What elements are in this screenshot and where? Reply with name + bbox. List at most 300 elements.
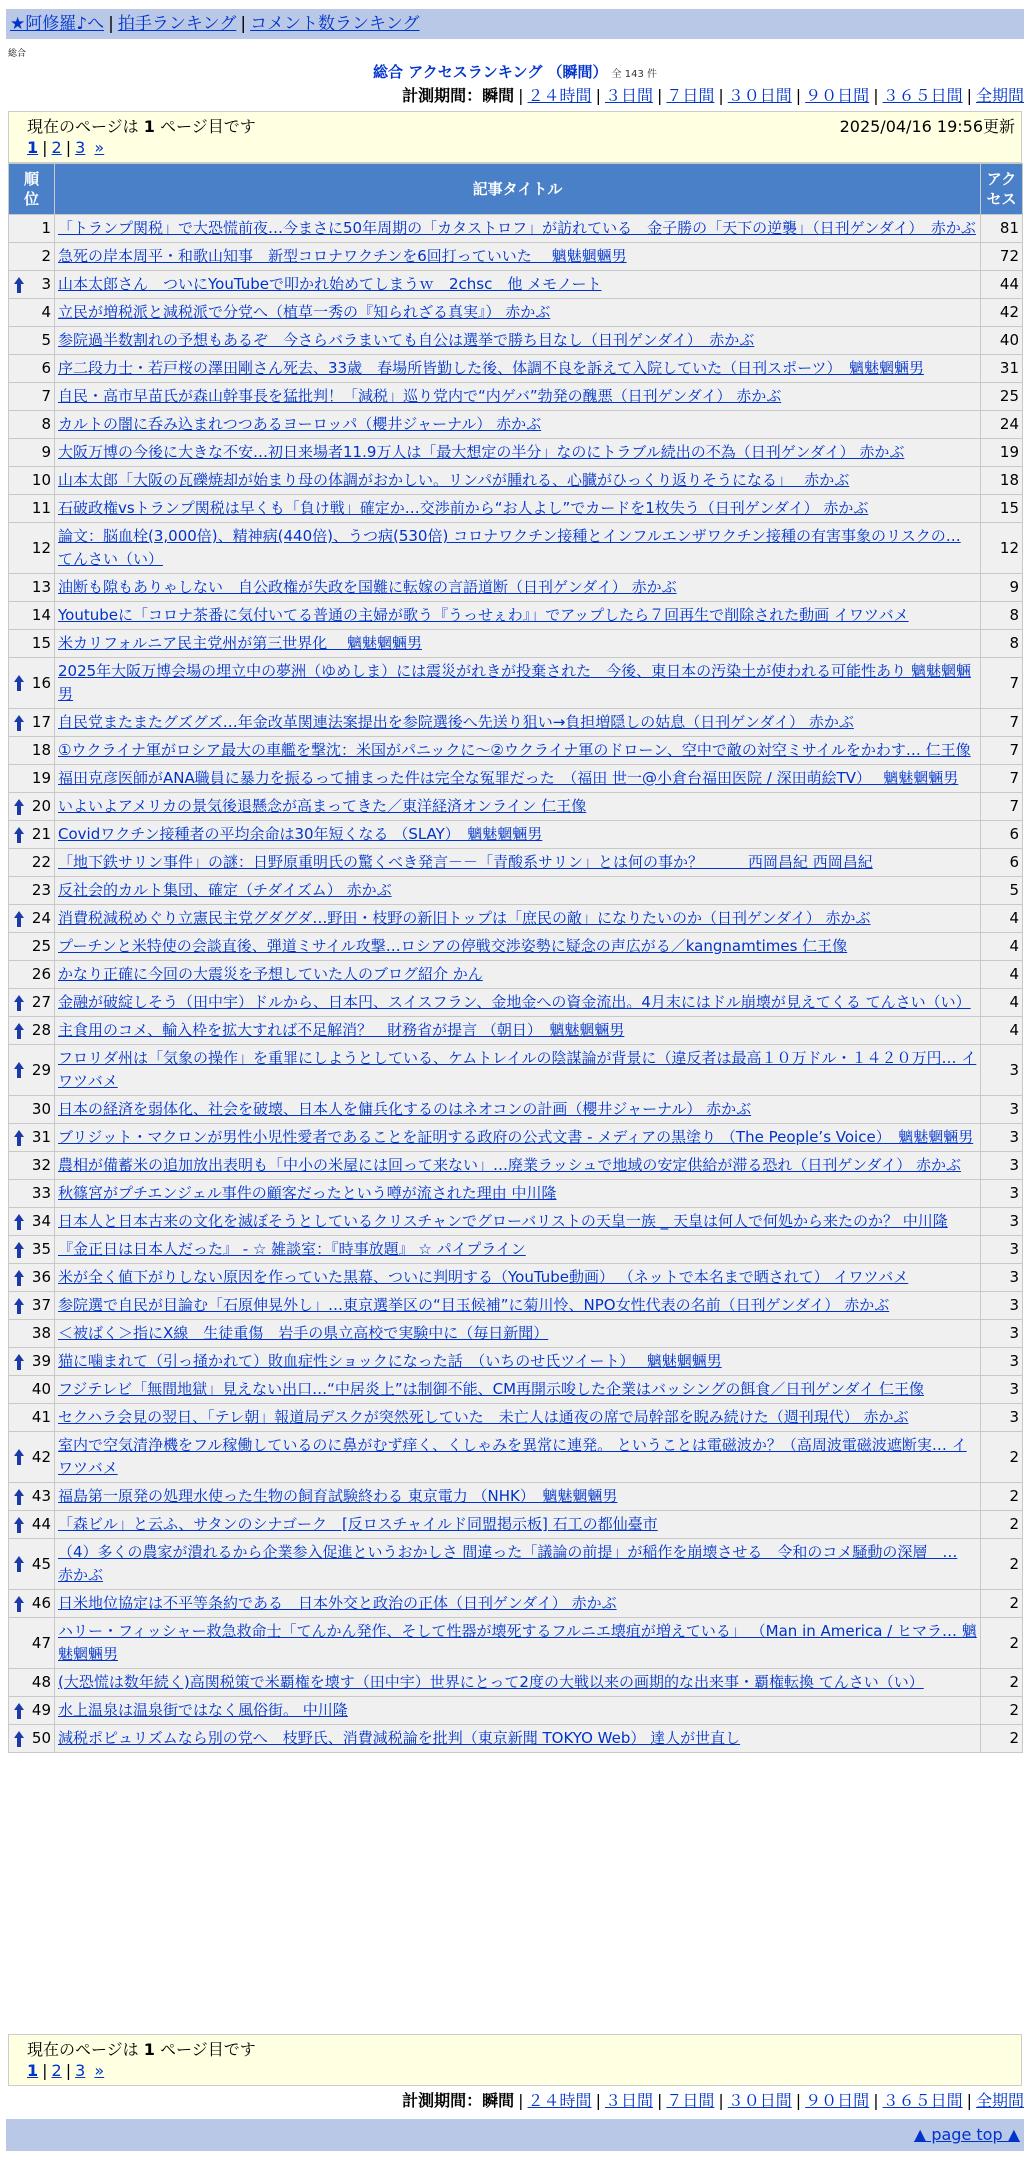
title-cell bbox=[55, 989, 981, 1017]
table-row bbox=[9, 821, 1023, 849]
rank-cell bbox=[9, 1483, 55, 1511]
article-title-link[interactable]: 論文：脳血栓(3,000倍)、精神病(440倍)、うつ病(530倍) コロナワクチン接種とインフルエンザワクチン接種の有害事象のリスクの… てんさい（い） bbox=[58, 527, 961, 568]
access-count: 3 bbox=[981, 1045, 1023, 1096]
access-count: 2 bbox=[981, 1511, 1023, 1539]
rank-cell bbox=[9, 849, 55, 877]
rank-number: 30 bbox=[31, 1100, 51, 1118]
access-count: 4 bbox=[981, 989, 1023, 1017]
article-title-link[interactable]: ＜被ばく＞指にX線 生徒重傷 岩手の県立高校で実験中に（毎日新聞） bbox=[58, 1324, 549, 1342]
rank-cell bbox=[9, 1590, 55, 1618]
title-cell bbox=[55, 765, 981, 793]
title-cell bbox=[55, 1404, 981, 1432]
rank-number: 20 bbox=[31, 797, 51, 815]
access-header: アクセス bbox=[981, 164, 1023, 215]
article-title-link[interactable]: プーチンと米特使の会談直後、弾道ミサイル攻撃…ロシアの停戦交渉姿勢に疑念の声広がる／kangnamtimes 仁王像 bbox=[58, 937, 848, 955]
access-count: 2 bbox=[981, 1669, 1023, 1697]
rank-number: 5 bbox=[41, 331, 51, 349]
page-1-link[interactable]: 1 bbox=[27, 138, 39, 157]
article-title-link[interactable]: 「地下鉄サリン事件」の謎：日野原重明氏の驚くべき発言－－「青酸系サリン」とは何の事か？ 西岡昌紀 西岡昌紀 bbox=[58, 853, 873, 871]
article-title-link[interactable]: フジテレビ「無間地獄」見えない出口…“中居炎上”は制御不能、CM再開示唆した企業はバッシングの餌食／日刊ゲンダイ 仁王像 bbox=[58, 1380, 924, 1398]
table-row bbox=[9, 1669, 1023, 1697]
rank-number: 33 bbox=[31, 1184, 51, 1202]
rank-up-arrow-icon bbox=[13, 826, 25, 844]
bottom-bar bbox=[6, 2119, 1024, 2151]
article-title-link[interactable]: 日本人と日本古来の文化を滅ぼそうとしているクリスチャンでグローバリストの天皇一族 _ 天皇は何人で何処から来たのか？ 中川隆 bbox=[58, 1212, 948, 1230]
rank-cell bbox=[9, 1725, 55, 1753]
title-cell bbox=[55, 411, 981, 439]
period-label: 計測期間： bbox=[402, 86, 483, 105]
rank-cell bbox=[9, 1152, 55, 1180]
period-option-link[interactable]: ３日間 bbox=[604, 2091, 653, 2110]
period-option-link[interactable]: ７日間 bbox=[666, 2091, 715, 2110]
rank-cell bbox=[9, 1432, 55, 1483]
table-row bbox=[9, 1180, 1023, 1208]
rank-number: 43 bbox=[31, 1487, 51, 1505]
title-cell bbox=[55, 709, 981, 737]
rank-cell bbox=[9, 574, 55, 602]
access-count: 2 bbox=[981, 1539, 1023, 1590]
rank-cell bbox=[9, 439, 55, 467]
pager-bottom: 1 | 2 | 3 » bbox=[27, 2061, 105, 2080]
rank-cell bbox=[9, 299, 55, 327]
rank-cell bbox=[9, 961, 55, 989]
rank-cell bbox=[9, 989, 55, 1017]
access-count: 24 bbox=[981, 411, 1023, 439]
rank-cell bbox=[9, 243, 55, 271]
rank-number: 16 bbox=[31, 673, 51, 692]
current-page-text: 現在のページは 1 ページ目です bbox=[27, 117, 256, 136]
rank-number: 24 bbox=[31, 909, 51, 927]
rank-cell bbox=[9, 383, 55, 411]
access-count: 3 bbox=[981, 1152, 1023, 1180]
rank-number: 32 bbox=[31, 1156, 51, 1174]
table-row bbox=[9, 1432, 1023, 1483]
article-title-link[interactable]: 金融が破綻しそう（田中宇）ドルから、日本円、スイスフラン、金地金への資金流出。4月末にはドル崩壊が見えてくる てんさい（い） bbox=[58, 993, 971, 1011]
article-title-link[interactable]: 水上温泉は温泉街ではなく風俗街。 中川隆 bbox=[58, 1701, 348, 1719]
access-count: 2 bbox=[981, 1590, 1023, 1618]
article-title-link[interactable]: 米が全く値下がりしない原因を作っていた黒幕、ついに判明する（YouTube動画） （ネットで本名まで晒されて） イワツバメ bbox=[58, 1268, 909, 1286]
access-count: 44 bbox=[981, 271, 1023, 299]
title-cell bbox=[55, 1511, 981, 1539]
page-2-link[interactable]: 2 bbox=[51, 138, 62, 157]
article-title-link[interactable]: 「トランプ関税」で大恐慌前夜…今まさに50年周期の「カタストロフ」が訪れている 金子勝の「天下の逆襲」（日刊ゲンダイ） 赤かぶ bbox=[58, 219, 976, 237]
table-row bbox=[9, 1511, 1023, 1539]
period-label: 計測期間： bbox=[402, 2091, 483, 2110]
rank-up-arrow-icon bbox=[13, 714, 25, 732]
rank-number: 21 bbox=[31, 825, 51, 843]
article-title-link[interactable]: 減税ポピュリズムなら別の党へ 枝野氏、消費減税論を批判（東京新聞 TOKYO Web） 達人が世直し bbox=[58, 1729, 741, 1747]
rank-up-arrow-icon bbox=[13, 1297, 25, 1315]
title-cell bbox=[55, 523, 981, 574]
article-title-link[interactable]: 日米地位協定は不平等条約である 日本外交と政治の正体（日刊ゲンダイ） 赤かぶ bbox=[58, 1594, 617, 1612]
article-title-link[interactable]: 室内で空気清浄機をフル稼働しているのに鼻がむず痒く、くしゃみを異常に連発。 ということは電磁波か？（高周波電磁波遮断実… イワツバメ bbox=[58, 1436, 967, 1477]
title-cell bbox=[55, 821, 981, 849]
table-row bbox=[9, 1236, 1023, 1264]
table-row bbox=[9, 765, 1023, 793]
access-count: 4 bbox=[981, 1017, 1023, 1045]
rank-cell bbox=[9, 1669, 55, 1697]
period-option-link[interactable]: ２４時間 bbox=[527, 2091, 592, 2110]
rank-number: 3 bbox=[41, 275, 51, 293]
article-title-link[interactable]: 2025年大阪万博会場の埋立中の夢洲（ゆめしま）には震災がれきが投棄された 今後、東日本の汚染土が使われる可能性あり 魑魅魍魎男 bbox=[58, 662, 971, 703]
category-label: 総合 bbox=[8, 49, 27, 59]
rank-cell bbox=[9, 1208, 55, 1236]
access-count: 5 bbox=[981, 877, 1023, 905]
period-current: 瞬間 bbox=[482, 2091, 515, 2110]
rank-cell bbox=[9, 1618, 55, 1669]
rank-cell bbox=[9, 215, 55, 243]
rank-number: 36 bbox=[31, 1268, 51, 1286]
article-title-link[interactable]: 消費税減税めぐり立憲民主党グダグダ…野田・枝野の新旧トップは「庶民の敵」になりたいのか（日刊ゲンダイ） 赤かぶ bbox=[58, 909, 871, 927]
article-title-link[interactable]: 山本太郎「大阪の瓦礫焼却が始まり母の体調がおかしい。リンパが腫れる、心臓がひっくり返りそうになる」 赤かぶ bbox=[58, 471, 850, 489]
rank-up-arrow-icon bbox=[13, 1555, 25, 1573]
table-row bbox=[9, 411, 1023, 439]
article-title-link[interactable]: 主食用のコメ、輸入枠を拡大すれば不足解消？ 財務省が提言 （朝日） 魑魅魍魎男 bbox=[58, 1021, 625, 1039]
rank-up-arrow-icon bbox=[13, 1488, 25, 1506]
article-title-link[interactable]: 農相が備蓄米の追加放出表明も「中小の米屋には回って来ない」…廃業ラッシュで地域の安定供給が滞る恐れ（日刊ゲンダイ） 赤かぶ bbox=[58, 1156, 961, 1174]
access-count: 2 bbox=[981, 1483, 1023, 1511]
rank-cell bbox=[9, 905, 55, 933]
rank-cell bbox=[9, 933, 55, 961]
access-count: 72 bbox=[981, 243, 1023, 271]
page-top-link[interactable]: ▲ page top ▲ bbox=[913, 2125, 1020, 2144]
title-cell bbox=[55, 1725, 981, 1753]
table-row bbox=[9, 1590, 1023, 1618]
title-cell bbox=[55, 1180, 981, 1208]
rank-number: 10 bbox=[31, 471, 51, 489]
rank-cell bbox=[9, 1697, 55, 1725]
rank-number: 49 bbox=[31, 1701, 51, 1719]
access-count: 7 bbox=[981, 765, 1023, 793]
article-title-link[interactable]: 参院選で自民が目論む「石原伸晃外し」…東京選挙区の“目玉候補”に菊川怜、NPO女性代表の名前（日刊ゲンダイ） 赤かぶ bbox=[58, 1296, 890, 1314]
page-2-link[interactable]: 2 bbox=[51, 2061, 62, 2080]
home-link[interactable]: ★阿修羅♪へ bbox=[10, 14, 105, 34]
rank-header: 順位 bbox=[9, 164, 55, 215]
rank-cell bbox=[9, 1180, 55, 1208]
rank-cell bbox=[9, 1017, 55, 1045]
table-row bbox=[9, 933, 1023, 961]
access-count: 7 bbox=[981, 658, 1023, 709]
table-row bbox=[9, 467, 1023, 495]
page-1-link[interactable]: 1 bbox=[27, 2061, 39, 2080]
article-title-link[interactable]: Youtubeに「コロナ茶番に気付いてる普通の主婦が歌う『うっせぇわ』」でアップしたら７回再生で削除された動画 イワツバメ bbox=[58, 606, 909, 624]
title-cell bbox=[55, 467, 981, 495]
rank-up-arrow-icon bbox=[13, 276, 25, 294]
table-row bbox=[9, 1348, 1023, 1376]
period-option-link[interactable]: ３６５日間 bbox=[882, 86, 963, 105]
comment-ranking-link[interactable]: コメント数ランキング bbox=[250, 14, 420, 34]
rank-number: 47 bbox=[31, 1633, 51, 1652]
article-title-link[interactable]: Covidワクチン接種者の平均余命は30年短くなる （SLAY） 魑魅魍魎男 bbox=[58, 825, 543, 843]
table-row bbox=[9, 1264, 1023, 1292]
access-count: 4 bbox=[981, 961, 1023, 989]
rank-number: 29 bbox=[31, 1060, 51, 1079]
article-title-link[interactable]: セクハラ会見の翌日、「テレ朝」報道局デスクが突然死していた 未亡人は通夜の席で局幹部を睨み続けた（週刊現代） 赤かぶ bbox=[58, 1408, 909, 1426]
access-count: 42 bbox=[981, 299, 1023, 327]
table-row bbox=[9, 439, 1023, 467]
article-title-link[interactable]: 自民党またまたグズグズ…年金改革関連法案提出を参院選後へ先送り狙い→負担増隠しの姑息（日刊ゲンダイ） 赤かぶ bbox=[58, 713, 854, 731]
rank-up-arrow-icon bbox=[13, 798, 25, 816]
rank-cell bbox=[9, 271, 55, 299]
rank-up-arrow-icon bbox=[13, 674, 25, 692]
title-cell bbox=[55, 793, 981, 821]
table-row bbox=[9, 1320, 1023, 1348]
access-count: 4 bbox=[981, 933, 1023, 961]
table-row bbox=[9, 1017, 1023, 1045]
access-count: 40 bbox=[981, 327, 1023, 355]
table-row bbox=[9, 215, 1023, 243]
rank-cell bbox=[9, 877, 55, 905]
period-option-link[interactable]: ３０日間 bbox=[727, 86, 792, 105]
table-row bbox=[9, 1404, 1023, 1432]
rank-number: 38 bbox=[31, 1324, 51, 1342]
article-title-link[interactable]: カルトの闇に呑み込まれつつあるヨーロッパ（櫻井ジャーナル） 赤かぶ bbox=[58, 415, 542, 433]
article-title-link[interactable]: 反社会的カルト集団、確定（チダイズム） 赤かぶ bbox=[58, 881, 392, 899]
rank-cell bbox=[9, 765, 55, 793]
access-count: 12 bbox=[981, 523, 1023, 574]
article-title-link[interactable]: かなり正確に今回の大震災を予想していた人のブログ紹介 かん bbox=[58, 965, 483, 983]
rank-number: 41 bbox=[31, 1408, 51, 1426]
period-option-link[interactable]: ３０日間 bbox=[727, 2091, 792, 2110]
article-title-link[interactable]: 油断も隙もありゃしない 自公政権が失政を国難に転嫁の言語道断（日刊ゲンダイ） 赤かぶ bbox=[58, 578, 677, 596]
rank-number: 23 bbox=[31, 881, 51, 899]
table-row bbox=[9, 709, 1023, 737]
rank-cell bbox=[9, 327, 55, 355]
title-cell bbox=[55, 961, 981, 989]
article-title-link[interactable]: 『金正日は日本人だった』 - ☆ 雑談室：『時事放題』 ☆ パイプライン bbox=[58, 1240, 526, 1258]
title-header: 記事タイトル bbox=[55, 164, 981, 215]
title-cell bbox=[55, 1348, 981, 1376]
current-page-text-bottom: 現在のページは 1 ページ目です bbox=[27, 2040, 256, 2059]
article-title-link[interactable]: （4）多くの農家が潰れるから企業参入促進というおかしさ 間違った「議論の前提」が稲作を崩壊させる 令和のコメ騒動の深層 … 赤かぶ bbox=[58, 1543, 958, 1584]
title-cell bbox=[55, 737, 981, 765]
rank-cell bbox=[9, 630, 55, 658]
access-count: 81 bbox=[981, 215, 1023, 243]
table-row bbox=[9, 1096, 1023, 1124]
access-count: 3 bbox=[981, 1264, 1023, 1292]
next-page-link[interactable]: » bbox=[94, 138, 105, 157]
title-cell bbox=[55, 1045, 981, 1096]
article-title-link[interactable]: ハリー・フィッシャー救急救命士「てんかん発作、そして性器が壊死するフルニエ壊疽が増えている」 （Man in America / ヒマラ… 魑魅魍魎男 bbox=[58, 1622, 977, 1663]
rank-cell bbox=[9, 1124, 55, 1152]
rank-number: 4 bbox=[41, 303, 51, 321]
title-cell bbox=[55, 849, 981, 877]
page-info-bottom bbox=[8, 2034, 1022, 2086]
table-row bbox=[9, 1725, 1023, 1753]
rank-number: 14 bbox=[31, 606, 51, 624]
ranking-title: 総合 アクセスランキング （瞬間） bbox=[373, 63, 608, 81]
title-cell bbox=[55, 1096, 981, 1124]
access-count: 3 bbox=[981, 1292, 1023, 1320]
rank-number: 18 bbox=[31, 741, 51, 759]
rank-cell bbox=[9, 495, 55, 523]
rank-number: 7 bbox=[41, 387, 51, 405]
period-option-link[interactable]: ３６５日間 bbox=[882, 2091, 963, 2110]
title-cell bbox=[55, 271, 981, 299]
rank-cell bbox=[9, 523, 55, 574]
rank-number: 28 bbox=[31, 1021, 51, 1039]
rank-cell bbox=[9, 793, 55, 821]
article-title-link[interactable]: 福島第一原発の処理水使った生物の飼育試験終わる 東京電力 （NHK） 魑魅魍魎男 bbox=[58, 1487, 618, 1505]
rank-cell bbox=[9, 709, 55, 737]
access-count: 7 bbox=[981, 737, 1023, 765]
article-title-link[interactable]: 立民が増税派と減税派で分党へ（植草一秀の『知られざる真実』） 赤かぶ bbox=[58, 303, 551, 321]
rank-number: 46 bbox=[31, 1594, 51, 1612]
period-option-link[interactable]: 全期間 bbox=[975, 2091, 1024, 2110]
rank-number: 12 bbox=[31, 538, 51, 557]
access-count: 31 bbox=[981, 355, 1023, 383]
table-row bbox=[9, 574, 1023, 602]
period-option-link[interactable]: 全期間 bbox=[975, 86, 1024, 105]
page-3-link[interactable]: 3 bbox=[75, 138, 86, 157]
period-selector-bottom: 計測期間：瞬間 | ２４時間 | ３日間 | ７日間 | ３０日間 | ９０日間 | ３６５日間 | 全期間 bbox=[402, 2091, 1024, 2110]
rank-cell bbox=[9, 1292, 55, 1320]
next-page-link[interactable]: » bbox=[94, 2061, 105, 2080]
rank-number: 34 bbox=[31, 1212, 51, 1230]
access-count: 3 bbox=[981, 1124, 1023, 1152]
rank-up-arrow-icon bbox=[13, 1702, 25, 1720]
article-title-link[interactable]: (大恐慌は数年続く)高関税策で米覇権を壊す（田中宇）世界にとって2度の大戦以来の画期的な出来事・覇権転換 てんさい（い） bbox=[58, 1673, 924, 1691]
rank-cell bbox=[9, 467, 55, 495]
rank-number: 8 bbox=[41, 415, 51, 433]
access-count: 8 bbox=[981, 630, 1023, 658]
period-option-link[interactable]: ７日間 bbox=[666, 86, 715, 105]
period-option-link[interactable]: ９０日間 bbox=[805, 2091, 870, 2110]
access-count: 3 bbox=[981, 1096, 1023, 1124]
table-row bbox=[9, 271, 1023, 299]
access-count: 3 bbox=[981, 1404, 1023, 1432]
article-title-link[interactable]: フロリダ州は「気象の操作」を重罪にしようとしている、ケムトレイルの陰謀論が背景に（違反者は最高１０万ドル・１４２０万円… イワツバメ bbox=[58, 1049, 977, 1090]
article-title-link[interactable]: 山本太郎さん ついにYouTubeで叩かれ始めてしまうｗ 2chsc 他 メモノート bbox=[58, 275, 602, 293]
article-title-link[interactable]: 序二段力士・若戸桜の澤田剛さん死去、33歳 春場所皆勤した後、体調不良を訴えて入院していた（日刊スポーツ） 魑魅魍魎男 bbox=[58, 359, 924, 377]
rank-number: 2 bbox=[41, 247, 51, 265]
title-cell bbox=[55, 877, 981, 905]
article-title-link[interactable]: 石破政権vsトランプ関税は早くも「負け戦」確定か…交渉前から“お人よし”でカードを1枚失う（日刊ゲンダイ） 赤かぶ bbox=[58, 499, 869, 517]
access-count: 3 bbox=[981, 1208, 1023, 1236]
rank-up-arrow-icon bbox=[13, 1730, 25, 1748]
title-cell bbox=[55, 1208, 981, 1236]
period-option-link[interactable]: ９０日間 bbox=[805, 86, 870, 105]
title-cell bbox=[55, 243, 981, 271]
rank-cell bbox=[9, 1236, 55, 1264]
rank-number: 42 bbox=[31, 1447, 51, 1466]
article-title-link[interactable]: ①ウクライナ軍がロシア最大の車艦を撃沈：米国がパニックに〜②ウクライナ軍のドローン、空中で敵の対空ミサイルをかわす… 仁王像 bbox=[58, 741, 971, 759]
access-count: 7 bbox=[981, 793, 1023, 821]
page-3-link[interactable]: 3 bbox=[75, 2061, 86, 2080]
pager-top: 1 | 2 | 3 » bbox=[27, 138, 105, 157]
rank-cell bbox=[9, 1348, 55, 1376]
table-row bbox=[9, 849, 1023, 877]
table-row bbox=[9, 989, 1023, 1017]
title-cell bbox=[55, 630, 981, 658]
access-count: 25 bbox=[981, 383, 1023, 411]
table-row bbox=[9, 737, 1023, 765]
title-cell bbox=[55, 299, 981, 327]
access-count: 18 bbox=[981, 467, 1023, 495]
title-cell bbox=[55, 1017, 981, 1045]
article-title-link[interactable]: 大阪万博の今後に大きな不安…初日来場者11.9万人は「最大想定の半分」なのにトラブル続出の不為（日刊ゲンダイ） 赤かぶ bbox=[58, 443, 905, 461]
access-count: 2 bbox=[981, 1697, 1023, 1725]
article-title-link[interactable]: いよいよアメリカの景気後退懸念が高まってきた／東洋経済オンライン 仁王像 bbox=[58, 797, 587, 815]
article-title-link[interactable]: 日本の経済を弱体化、社会を破壊、日本人を傭兵化するのはネオコンの計画（櫻井ジャーナル） 赤かぶ bbox=[58, 1100, 752, 1118]
title-cell bbox=[55, 383, 981, 411]
rank-number: 48 bbox=[31, 1673, 51, 1691]
rank-number: 1 bbox=[41, 219, 51, 237]
rank-number: 17 bbox=[31, 713, 51, 731]
table-row bbox=[9, 1483, 1023, 1511]
access-count: 8 bbox=[981, 602, 1023, 630]
article-title-link[interactable]: 自民・高市早苗氏が森山幹事長を猛批判！「減税」巡り党内で“内ゲバ”勃発の醜悪（日刊ゲンダイ） 赤かぶ bbox=[58, 387, 782, 405]
title-cell bbox=[55, 1236, 981, 1264]
article-title-link[interactable]: 福田克彦医師がANA職員に暴力を振るって捕まった件は完全な冤罪だった （福田 世一@小倉台福田医院 / 深田萌絵TV） 魑魅魍魎男 bbox=[58, 769, 959, 787]
table-row bbox=[9, 877, 1023, 905]
page-info-top bbox=[8, 111, 1022, 163]
article-title-link[interactable]: 秋篠宮がプチエンジェル事件の顧客だったという噂が流された理由 中川隆 bbox=[58, 1184, 557, 1202]
title-cell bbox=[55, 1697, 981, 1725]
period-option-link[interactable]: ２４時間 bbox=[527, 86, 592, 105]
rank-number: 22 bbox=[31, 853, 51, 871]
article-title-link[interactable]: 参院過半数割れの予想もあるぞ 今さらバラまいても自公は選挙で勝ち目なし（日刊ゲンダイ） 赤かぶ bbox=[58, 331, 755, 349]
title-cell bbox=[55, 905, 981, 933]
table-row bbox=[9, 1208, 1023, 1236]
clap-ranking-link[interactable]: 拍手ランキング bbox=[117, 14, 237, 34]
table-row bbox=[9, 299, 1023, 327]
title-cell bbox=[55, 215, 981, 243]
title-cell bbox=[55, 495, 981, 523]
title-cell bbox=[55, 439, 981, 467]
rank-number: 50 bbox=[31, 1729, 51, 1747]
rank-cell bbox=[9, 1264, 55, 1292]
rank-up-arrow-icon bbox=[13, 910, 25, 928]
rank-cell bbox=[9, 1511, 55, 1539]
table-row bbox=[9, 905, 1023, 933]
title-cell bbox=[55, 1483, 981, 1511]
article-title-link[interactable]: ブリジット・マクロンが男性小児性愛者であることを証明する政府の公式文書 - メディアの黒塗り （The People’s Voice） 魑魅魍魎男 bbox=[58, 1128, 974, 1146]
updated-timestamp: 2025/04/16 19:56更新 bbox=[839, 117, 1015, 136]
access-count: 15 bbox=[981, 495, 1023, 523]
rank-number: 13 bbox=[31, 578, 51, 596]
table-row bbox=[9, 602, 1023, 630]
access-count: 7 bbox=[981, 709, 1023, 737]
title-cell bbox=[55, 1124, 981, 1152]
title-cell bbox=[55, 1376, 981, 1404]
table-row bbox=[9, 1152, 1023, 1180]
total-count: 全 143 件 bbox=[611, 69, 657, 80]
period-option-link[interactable]: ３日間 bbox=[604, 86, 653, 105]
rank-cell bbox=[9, 1539, 55, 1590]
page-title bbox=[0, 62, 1030, 85]
table-row bbox=[9, 1697, 1023, 1725]
title-cell bbox=[55, 1264, 981, 1292]
access-count: 3 bbox=[981, 1320, 1023, 1348]
access-count: 19 bbox=[981, 439, 1023, 467]
table-row bbox=[9, 383, 1023, 411]
rank-number: 44 bbox=[31, 1515, 51, 1533]
table-row bbox=[9, 355, 1023, 383]
access-count: 9 bbox=[981, 574, 1023, 602]
rank-cell bbox=[9, 1096, 55, 1124]
article-title-link[interactable]: 「森ビル」と云ふ、サタンのシナゴーク [反ロスチャイルド同盟掲示板] 石工の都仙臺市 bbox=[58, 1515, 658, 1533]
table-row bbox=[9, 1618, 1023, 1669]
article-title-link[interactable]: 猫に噛まれて（引っ掻かれて）敗血症性ショックになった話 （いちのせ氏ツイート） 魑魅魍魎男 bbox=[58, 1352, 722, 1370]
article-title-link[interactable]: 米カリフォルニア民主党州が第三世界化 魑魅魍魎男 bbox=[58, 634, 423, 652]
article-title-link[interactable]: 急死の岸本周平・和歌山知事 新型コロナワクチンを6回打っていいた 魑魅魍魎男 bbox=[58, 247, 627, 265]
rank-cell bbox=[9, 355, 55, 383]
table-row bbox=[9, 523, 1023, 574]
title-cell bbox=[55, 1618, 981, 1669]
rank-number: 40 bbox=[31, 1380, 51, 1398]
table-row bbox=[9, 243, 1023, 271]
